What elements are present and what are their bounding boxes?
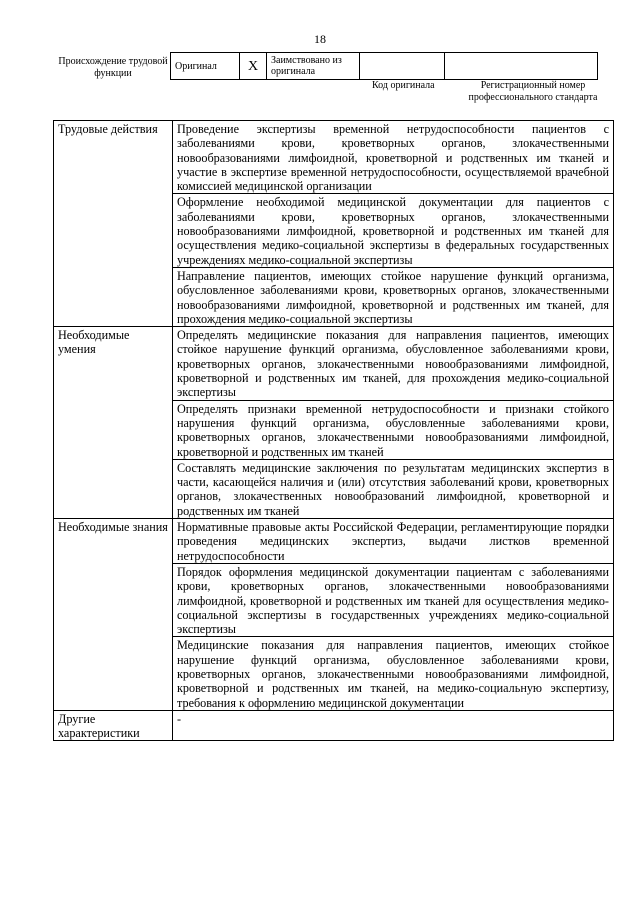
table-row — [54, 121, 614, 194]
section-label: Необходимые знания — [54, 519, 173, 711]
section-label: Другие характеристики — [54, 710, 173, 741]
section-item: Оформление необходимой медицинской документации для пациентов с заболеваниями крови, кроветворных органов, злокачественными новообразованиями лимфоидной, кроветворной и родственных им тканей для осуществления медико-социальной экспертизы в федеральных государственных учреждениях медико-социальной экспертизы — [173, 194, 614, 267]
original-cell: Оригинал — [171, 53, 240, 80]
section-item: Нормативные правовые акты Российской Федерации, регламентирующие порядки проведения медицинских экспертиз, выдачи листков временной нетрудоспособности — [173, 519, 614, 564]
table-row — [54, 519, 614, 564]
section-item: Порядок оформления медицинской документации пациентам с заболеваниями крови, кроветворных органов, злокачественными новообразованиями лимфоидной, кроветворной и родственных им тканей для осуществления медико-социальной экспертизы в государственных учреждениях медико-социальной экспертизы — [173, 563, 614, 636]
original-mark: X — [240, 53, 267, 80]
section-item: Медицинские показания для направления пациентов, имеющих стойкое нарушение функций организма, обусловленное заболеваниями крови, кроветворных органов, злокачественными новообразованиями лимфоидной, кроветворной и родственных им тканей, на медико-социальную экспертизу, требования к оформлению медицинской документации — [173, 637, 614, 710]
origin-table — [170, 52, 598, 80]
section-label: Необходимые умения — [54, 327, 173, 519]
section-label: Трудовые действия — [54, 121, 173, 327]
borrowed-cell: Заимствовано из оригинала — [267, 53, 360, 80]
section-item: Определять признаки временной нетрудоспособности и признаки стойкого нарушения функций организма, обусловленные заболеваниями крови, кроветворных органов, злокачественными новообразованиями лимфоидной, кроветворной и родственных им тканей — [173, 400, 614, 459]
section-item: - — [173, 710, 614, 741]
section-item: Определять медицинские показания для направления пациентов, имеющих стойкое нарушение функций организма, обусловленное заболеваниями крови, кроветворных органов, злокачественными новообразованиями лимфоидной, кроветворной и родственных им тканей, для прохождения медико-социальной экспертизы — [173, 327, 614, 400]
reg-number-label: Регистрационный номер профессионального стандарта — [468, 80, 598, 103]
code-cell — [360, 53, 445, 80]
reg-number-cell — [445, 53, 598, 80]
section-item: Составлять медицинские заключения по результатам медицинских экспертиз в части, касающейся наличия и (или) отсутствия заболеваний крови, кроветворных органов, злокачественных новообразований лимфоидной, кроветворной и родственных им тканей — [173, 459, 614, 518]
function-table — [53, 120, 614, 741]
section-item: Направление пациентов, имеющих стойкое нарушение функций организма, обусловленное заболеваниями крови, кроветворных органов, злокачественными новообразованиями лимфоидной, кроветворной и родственных им тканей, для прохождения медико-социальной экспертизы — [173, 267, 614, 326]
function-table-body — [54, 121, 614, 741]
table-row — [54, 710, 614, 741]
section-item: Проведение экспертизы временной нетрудоспособности пациентов с заболеваниями крови, кроветворных органов, злокачественными новообразованиями лимфоидной, кроветворной и родственных им тканей и участие в экспертизе временной нетрудоспособности, осуществляемой врачебной комиссией медицинской организации — [173, 121, 614, 194]
origin-label: Происхождение трудовой функции — [58, 56, 168, 79]
page-number: 18 — [314, 32, 326, 46]
table-row — [54, 327, 614, 400]
code-original-label: Код оригинала — [372, 80, 435, 91]
